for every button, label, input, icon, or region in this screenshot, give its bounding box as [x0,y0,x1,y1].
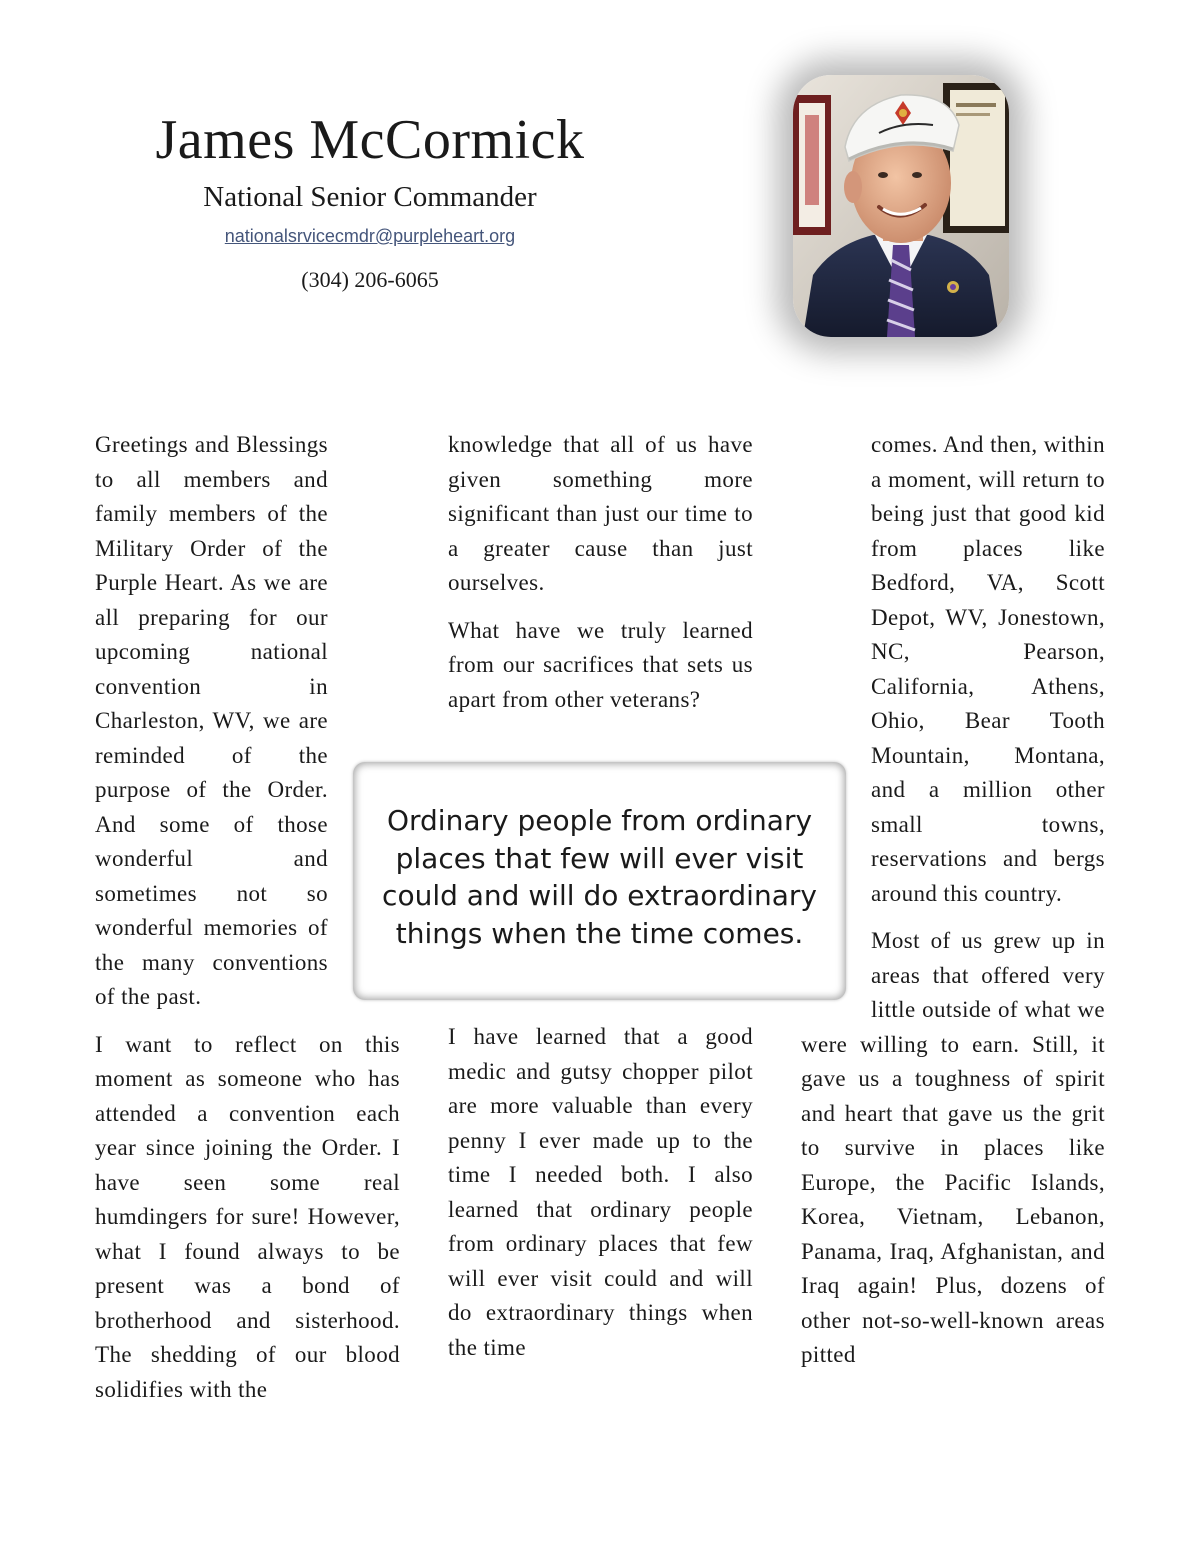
pull-quote-text: Ordinary people from ordinary places that few will ever visit could and will do extraordinary things when the time comes. [382,804,817,950]
header [60,100,680,294]
person-name: James McCormick [155,109,585,171]
paragraph-toughness: Most of us grew up in areas that offered very little outside of what we were willing to earn. Still, it gave us a toughness of spirit and heart that gave us the grit to survive in places like Europe, the Pacific Islands, Korea, Vietnam, Lebanon, Panama, Iraq, Afghanistan, and Iraq again! Plus, dozens of other not-so-well-known areas pitted [801,928,1105,1367]
phone-number: (304) 206-6065 [301,267,439,292]
portrait-photo [793,75,1009,337]
paragraph-learned: I have learned that a good medic and gutsy chopper pilot are more valuable than every penny I ever made up to the time I needed both. I also learned that ordinary people from ordinary places that few will ever visit could and will do extraordinary things when the time [448,1024,753,1360]
email-link[interactable]: nationalsrvicecmdr@purpleheart.org [224,226,516,246]
paragraph-knowledge: knowledge that all of us have given something more significant than just our time to a greater cause than just ourselves. [448,432,753,595]
paragraph-question: What have we truly learned from our sacrifices that sets us apart from other veterans? [448,617,753,712]
person-title: National Senior Commander [203,181,537,213]
pull-quote-box [353,762,846,1000]
paragraph-greeting: Greetings and Blessings to all members and family members of the Military Order of the Purple Heart. As we are all preparing for our upcoming national convention in Charleston, WV, we are reminded of the purpose of the Order. And some of those wonderful and sometimes not so wonderful memories of the many conventions of the past. [95,432,328,1009]
paragraph-hometowns: comes. And then, within a moment, will return to being just that good kid from places like Bedford, VA, Scott Depot, WV, Jonestown, NC, Pearson, California, Athens, Ohio, Bear Tooth Mountain, Montana, and a million other small towns, reservations and bergs around this country. [871,432,1105,906]
paragraph-reflection: I want to reflect on this moment as someone who has attended a convention each year since joining the Order. I have seen some real humdingers for sure! However, what I found always to be present was a bond of brotherhood and sisterhood. The shedding of our blood solidifies with the [95,1031,400,1402]
article-column-3 [801,428,1105,1386]
